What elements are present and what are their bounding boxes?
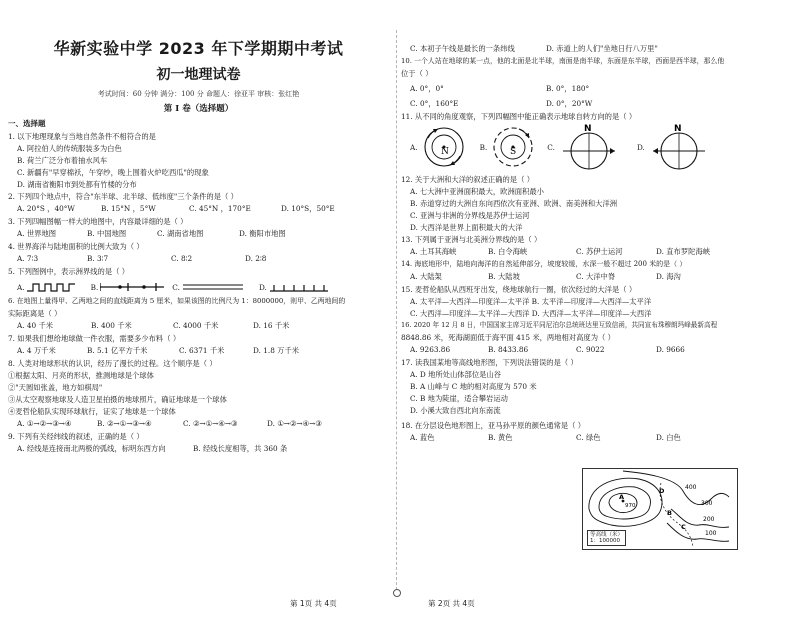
option-14a: A. 大陆架 (410, 272, 442, 281)
exam-title: 华新实验中学 2023 年下学期期中考试 (53, 39, 344, 58)
option-9d: D. 赤道上的人们"坐地日行八万里" (546, 44, 658, 53)
statement-8-4: ④麦哲伦船队实现环球航行，证实了地球是一个球体 (8, 407, 176, 416)
map-point-a: A (619, 493, 625, 501)
question-14: 14. 海底地形中，陆地向海洋的自然延伸部分，坡度较缓，水深一般不超过 200 米的是（ ） (401, 260, 687, 268)
option-3b: B. 中国地图 (87, 229, 127, 238)
option-2c: C. 45°N ，170°E (189, 204, 251, 213)
rotation-diagram-d (647, 123, 711, 171)
options-13 (410, 247, 786, 256)
question-11: 11. 从不同的角度观察，下列四幅图中能正确表示地球自转方向的是（ ） (401, 112, 637, 121)
option-17a: A. D 地所处山体部位是山谷 (410, 370, 502, 379)
options-10-cd (410, 99, 786, 108)
options-15-cd: C. 大西洋—印度洋—太平洋—大西洋 D. 大西洋—太平洋—印度洋—大西洋 (410, 309, 652, 318)
question-9: 9. 下列有关经纬线的叙述，正确的是（ ） (8, 432, 144, 441)
option-9b: B. 经线长度相等，共 360 条 (193, 444, 288, 453)
option-16b: B. 8433.86 (488, 345, 529, 354)
question-16: 16. 2020 年 12 月 8 日，中国国家主席习近平同尼泊尔总统班达里互致信函，共同宣布珠穆朗玛峰最新高程 (401, 321, 718, 329)
options-15-ab: A. 太平洋—大西洋—印度洋—太平洋 B. 太平洋—印度洋—大西洋—太平洋 (410, 297, 652, 306)
south-pole-label-b: S (510, 147, 517, 157)
options-8 (17, 419, 389, 428)
legend-a-symbol (27, 282, 77, 292)
question-10-cont: 位于（ ） (401, 69, 433, 78)
question-18: 18. 在分层设色地形图上，亚马孙平原的颜色通常是（ ） (401, 421, 586, 430)
question-12: 12. 关于大洲和大洋的叙述正确的是（ ） (401, 175, 534, 184)
option-1b: B. 荷兰广泛分布着抽水风车 (17, 156, 108, 165)
option-13c: C. 苏伊士运河 (576, 247, 623, 256)
option-14b: B. 大陆坡 (488, 272, 520, 281)
question-8: 8. 人类对地球形状的认识，经历了漫长的过程。这个顺序是（ ） (8, 359, 217, 368)
rotation-diagram-a (420, 124, 468, 170)
option-4a: A. 7∶3 (17, 254, 39, 263)
option-4b: B. 3∶7 (87, 254, 109, 263)
options-5 (17, 282, 389, 292)
page-number-right: 第 2页 共 4页 (428, 599, 475, 608)
statement-8-2: ②"天圆如张盖，地方如棋局" (8, 383, 103, 392)
options-6 (17, 321, 389, 330)
option-2a: A. 20°S ，40°W (17, 204, 75, 213)
subject-title: 初一地理试卷 (156, 67, 241, 83)
option-7c: C. 6371 千米 (179, 346, 225, 355)
option-6a: A. 40 千米 (17, 321, 54, 330)
option-6c: C. 4000 千米 (173, 321, 219, 330)
option-1c: C. 新疆有"早穿棉袄，午穿纱，晚上围着火炉吃西瓜"的现象 (17, 168, 209, 177)
option-16d: D. 9666 (656, 345, 685, 354)
option-12d: D. 大西洋是世界上面积最大的大洋 (410, 223, 523, 232)
option-17b: B. A 山峰与 C 地的相对高度为 570 米 (410, 382, 537, 391)
options-4 (17, 254, 389, 263)
map-point-c: C (681, 523, 686, 531)
option-13b: B. 白令海峡 (488, 247, 528, 256)
question-3: 3. 下列四幅图幅一样大的地图中，内容最详细的是（ ） (8, 217, 188, 226)
option-10c: C. 0°，160°E (410, 99, 459, 108)
options-11 (410, 123, 786, 171)
option-10d: D. 0°，20°W (546, 99, 593, 108)
question-1: 1. 以下地理现象与当地自然条件不相符合的是 (8, 132, 156, 141)
option-4c: C. 8∶2 (171, 254, 193, 263)
question-17: 17. 读我国某地等高线地形图，下列说法错误的是（ ） (401, 358, 578, 367)
question-2: 2. 下列四个地点中，符合"东半球、北半球、低纬度"三个条件的是（ ） (8, 192, 238, 201)
rotation-diagram-b (489, 124, 537, 170)
contour-label-400: 400 (685, 484, 697, 491)
north-label-c: N (583, 124, 592, 134)
options-16 (410, 345, 786, 354)
option-10a: A. 0°，0° (410, 84, 444, 93)
option-11d: D. (636, 142, 645, 152)
contour-label-100: 100 (705, 530, 717, 537)
option-17c: C. B 地为陡崖，适合攀岩运动 (410, 394, 508, 403)
north-pole-label-a: N (440, 147, 449, 157)
options-3 (17, 229, 389, 238)
option-1a: A. 阿拉伯人的传统服装多为白色 (17, 144, 122, 153)
options-2 (17, 204, 389, 213)
question-4: 4. 世界海洋与陆地面积的比例大致为（ ） (8, 242, 144, 251)
page-number-left: 第 1页 共 4页 (290, 599, 337, 608)
volume-title: 第 I 卷（选择题） (163, 104, 234, 114)
option-11a: A. (410, 142, 418, 152)
question-6-cont: 实际距离是（ ） (8, 309, 62, 318)
map-point-d: D (659, 487, 665, 495)
map-legend (587, 530, 626, 546)
question-10: 10. 一个人站在地球的某一点，他的北面是北半球，南面是南半球，东面是东半球，西面是西半球，那么他 (401, 57, 725, 65)
option-12c: C. 亚洲与非洲的分界线是苏伊士运河 (410, 211, 530, 220)
option-12a: A. 七大洲中亚洲面积最大，欧洲面积最小 (410, 187, 544, 196)
option-3c: C. 湖南省地图 (157, 229, 204, 238)
section-heading: 一、选择题 (8, 119, 46, 128)
statement-8-3: ③从太空观察地球及人造卫星拍摄的地球照片，确证地球是一个球体 (8, 395, 227, 404)
legend-d-symbol (270, 282, 328, 292)
options-9-cd (410, 44, 786, 53)
option-7a: A. 4 万千米 (17, 346, 56, 355)
option-16c: C. 9022 (576, 345, 605, 354)
option-11b: B. (479, 142, 488, 152)
options-7 (17, 346, 389, 355)
option-7b: B. 5.1 亿平方千米 (87, 346, 148, 355)
legend-c-symbol (183, 282, 243, 292)
peak-elevation-label: 970 (625, 503, 636, 509)
option-18b: B. 黄色 (488, 433, 513, 442)
option-8b: B. ②→①→③→④ (97, 419, 152, 428)
exam-meta: 考试时间：60 分钟 满分：100 分 命题人：徐亚平 审核：张红艳 (97, 90, 300, 98)
option-2b: B. 15°N ，5°W (101, 204, 156, 213)
option-5c: C. (172, 282, 180, 292)
option-2d: D. 10°S，50°E (281, 204, 335, 213)
options-10-ab (410, 84, 786, 93)
option-17d: D. 小溪大致自西北向东南流 (410, 406, 501, 415)
option-8d: D. ①→②→④→③ (267, 419, 322, 428)
legend-b-symbol (100, 282, 164, 292)
option-18d: D. 白色 (656, 433, 681, 442)
map-point-b: B (667, 509, 672, 517)
option-9a: A. 经线是连接南北两极的弧线，标明东西方向 (17, 444, 166, 453)
option-3a: A. 世界地图 (17, 229, 57, 238)
option-12b: B. 赤道穿过的大洲自东向西依次有亚洲、欧洲、南美洲和大洋洲 (410, 199, 618, 208)
options-14 (410, 272, 786, 281)
question-13: 13. 下列属于亚洲与北美洲分界线的是（ ） (401, 235, 542, 244)
option-18a: A. 蓝色 (410, 433, 435, 442)
contour-label-300: 300 (701, 500, 713, 507)
map-legend-scale: 1：100000 (590, 538, 620, 544)
rotation-diagram-c (557, 123, 621, 171)
question-6: 6. 在地图上量得甲、乙两地之间的直线距离为 5 厘米，如果该图的比例尺为 1：8000000，则甲、乙两地间的 (8, 297, 346, 305)
option-14c: C. 大洋中脊 (576, 272, 616, 281)
question-5: 5. 下列图例中，表示洲界线的是（ ） (8, 267, 130, 276)
option-14d: D. 海沟 (656, 272, 681, 281)
option-4d: D. 2∶8 (245, 254, 267, 263)
contour-map (582, 468, 738, 550)
option-6b: B. 400 千米 (91, 321, 132, 330)
option-5d: D. (258, 282, 267, 292)
north-label-d: N (673, 124, 682, 134)
option-5a: A. (17, 282, 25, 292)
contour-label-200: 200 (703, 516, 715, 523)
option-8a: A. ①→②→③→④ (17, 419, 72, 428)
question-15: 15. 麦哲伦船队从西班牙出发，绕地球航行一圈，依次经过的大洋是（ ） (401, 285, 637, 294)
option-1d: D. 湖南省衡阳市到处都有竹楼的分布 (17, 180, 137, 189)
option-16a: A. 9263.86 (410, 345, 451, 354)
option-10b: B. 0°，180° (546, 84, 590, 93)
option-6d: D. 16 千米 (253, 321, 290, 330)
options-18 (410, 433, 786, 442)
question-16-cont: 8848.86 米，死海湖面低于海平面 415 米，两地相对高度为（ ） (401, 333, 615, 342)
option-11c: C. (547, 142, 555, 152)
question-7: 7. 如果我们想给地球做一件衣服，需要多少布料（ ） (8, 334, 181, 343)
option-18c: C. 绿色 (576, 433, 601, 442)
option-5b: B. (90, 282, 99, 292)
option-8c: C. ②→①→④→③ (183, 419, 238, 428)
map-legend-contour: 等高线（米） (590, 532, 624, 538)
options-9-ab (17, 444, 389, 453)
option-9c: C. 本初子午线是最长的一条纬线 (410, 44, 515, 53)
option-7d: D. 1.8 万千米 (253, 346, 300, 355)
option-13d: D. 直布罗陀海峡 (656, 247, 711, 256)
option-13a: A. 土耳其海峡 (410, 247, 457, 256)
option-3d: D. 衡阳市地图 (239, 229, 286, 238)
statement-8-1: ①根据太阳、月亮的形状，推测地球是个球体 (8, 371, 154, 380)
